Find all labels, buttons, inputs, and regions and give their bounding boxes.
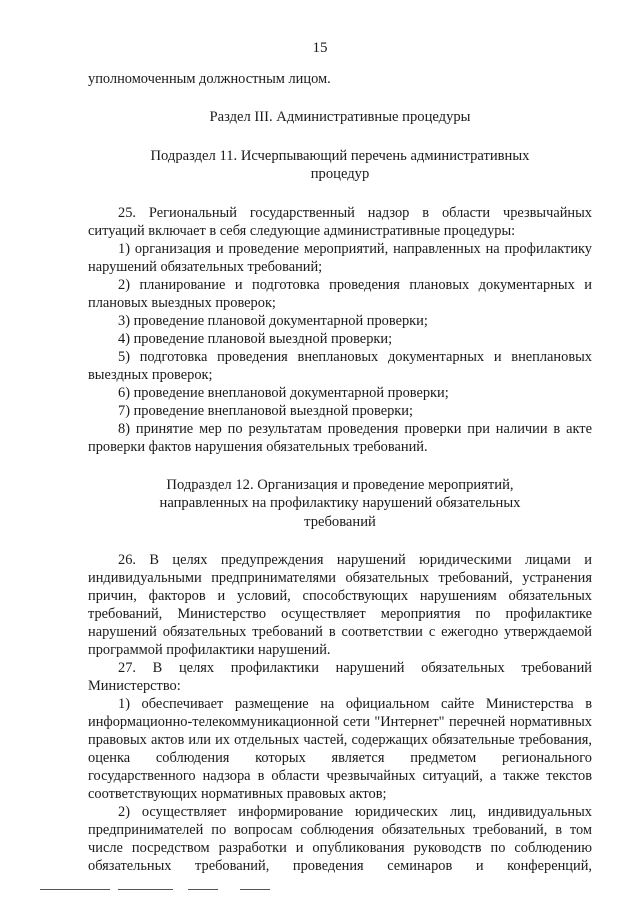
procedure-item: 5) подготовка проведения внеплановых документарных и внеплановых выездных проверок; [88, 348, 592, 383]
procedure-item: 2) планирование и подготовка проведения плановых документарных и плановых выездных проверок; [88, 276, 592, 311]
procedure-item: 3) проведение плановой документарной проверки; [118, 312, 428, 329]
subsection-12-title: Подраздел 12. Организация и проведение мероприятий, направленных на профилактику нарушений обязательных требований [159, 476, 521, 530]
section-title: Раздел III. Административные процедуры [209, 109, 471, 125]
footer-rule [188, 889, 218, 890]
continuation-text: уполномоченным должностным лицом. [88, 71, 331, 87]
paragraph-26: 26. В целях предупреждения нарушений юридическими лицами и индивидуальными предпринимателями обязательных требований, устранения причин, факторов и условий, способствующих нарушениям обязательных требований, Министерство осуществляет мероприятия по профилактике нарушений обязательных требований в соответствии с ежегодно утверждаемой программой профилактики нарушений. [88, 552, 592, 658]
document-body [88, 68, 592, 875]
paragraph-27-item: 1) обеспечивает размещение на официальном сайте Министерства в информационно-телекоммуникационной сети "Интернет" перечней нормативных правовых актов или их отдельных частей, содержащих обязательные требования, оценка соблюдения которых является предметом регионального государственного надзора в области чрезвычайных ситуаций, а также текстов соответствующих нормативных правовых актов; [88, 696, 592, 802]
footer-rule [40, 889, 110, 890]
procedure-item: 8) принятие мер по результатам проведения проверки при наличии в акте проверки фактов нарушения обязательных требований. [88, 420, 592, 455]
footer-rule [118, 889, 173, 890]
procedure-item: 1) организация и проведение мероприятий, направленных на профилактику нарушений обязательных требований; [88, 240, 592, 275]
procedure-item: 6) проведение внеплановой документарной проверки; [118, 384, 449, 401]
paragraph-27-item: 2) осуществляет информирование юридических лиц, индивидуальных предпринимателей по вопросам соблюдения обязательных требований, в том числе посредством разработки и опубликования руководств по соблюдению обязательных требований, проведения семинаров и конференций, [88, 804, 592, 874]
footer-rule [240, 889, 270, 890]
paragraph-25: 25. Региональный государственный надзор в области чрезвычайных ситуаций включает в себя следующие административные процедуры: [88, 204, 592, 239]
paragraph-27: 27. В целях профилактики нарушений обязательных требований Министерство: [88, 660, 592, 694]
procedure-item: 7) проведение внеплановой выездной проверки; [118, 402, 413, 419]
subsection-11-title: Подраздел 11. Исчерпывающий перечень административных процедур [150, 147, 530, 182]
procedure-item: 4) проведение плановой выездной проверки; [118, 330, 393, 347]
page-number: 15 [312, 40, 328, 56]
